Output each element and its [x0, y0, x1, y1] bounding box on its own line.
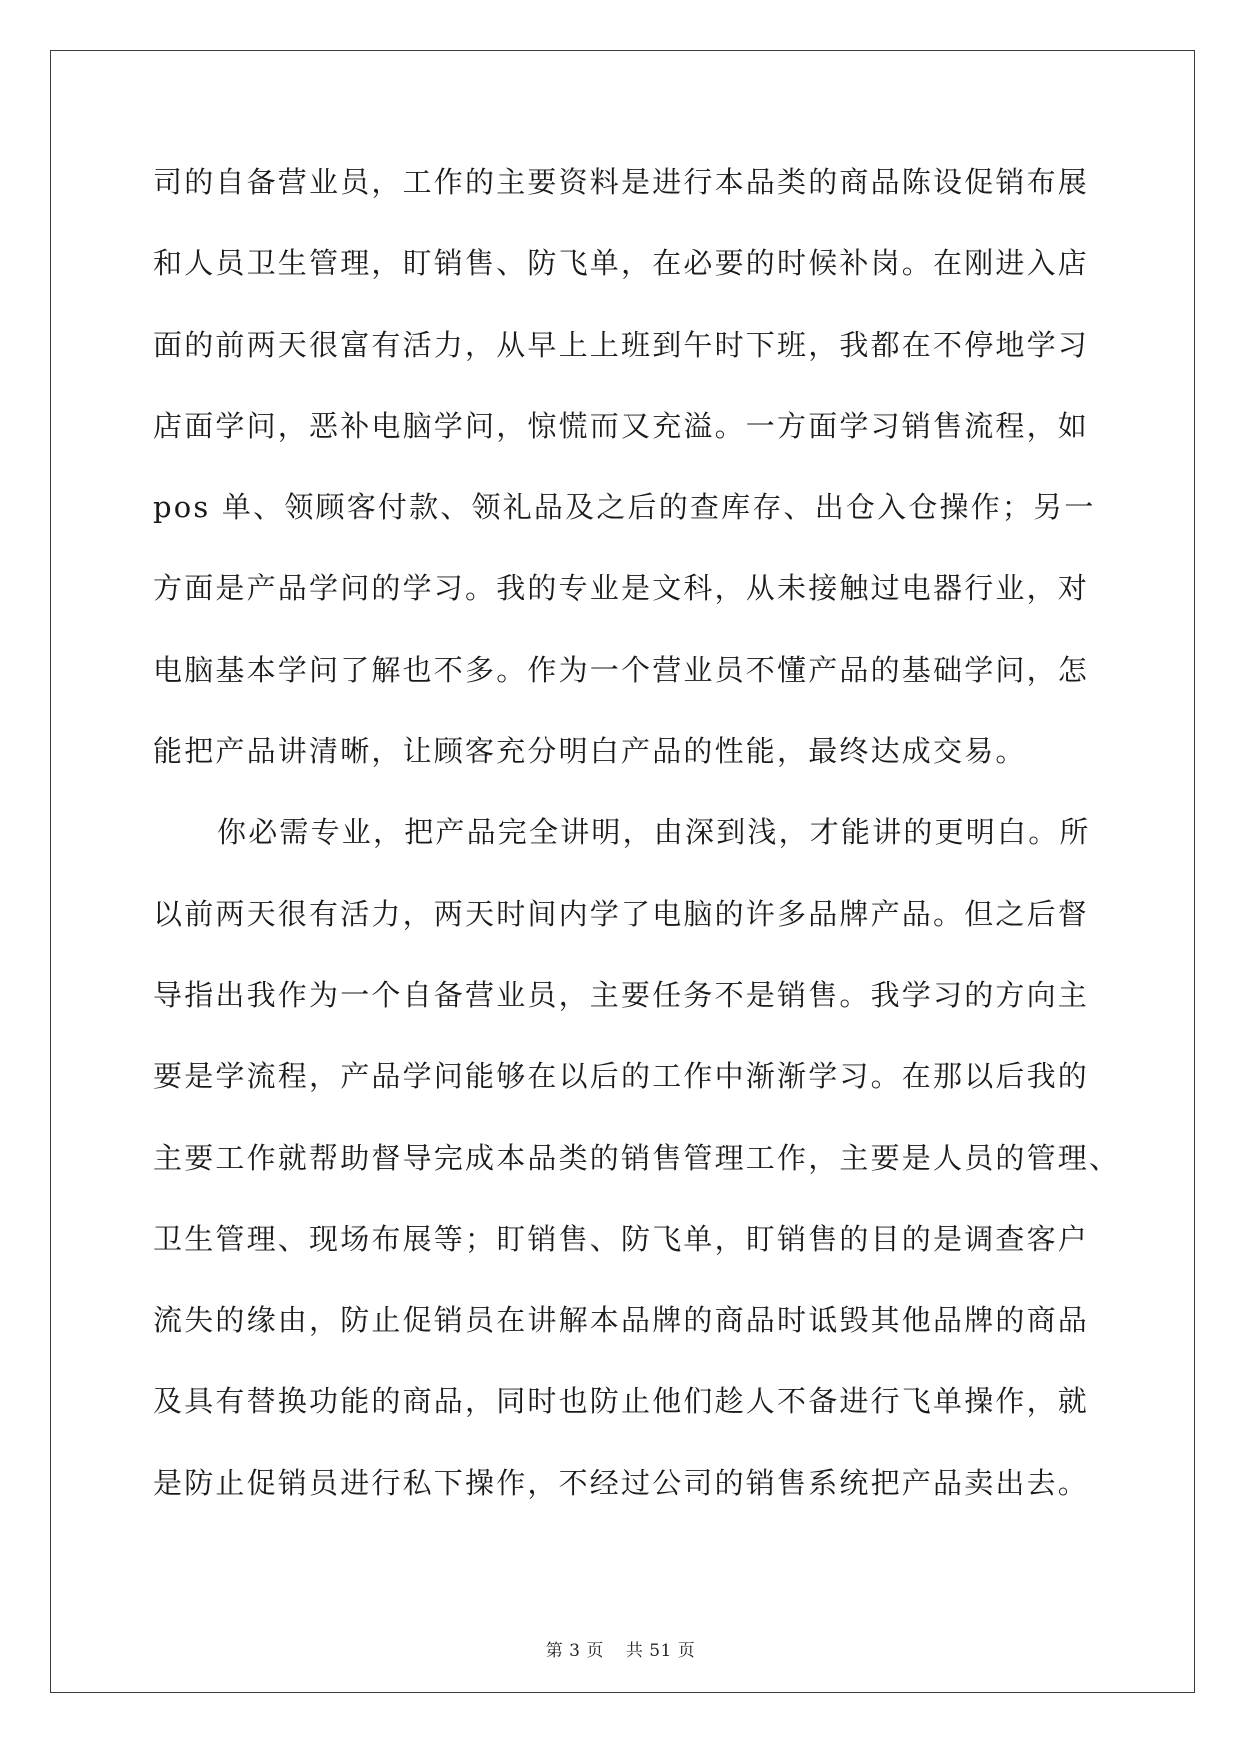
text-line: 能把产品讲清晰，让顾客充分明白产品的性能，最终达成交易。: [153, 734, 1027, 769]
paragraph-start-line: 你必需专业，把产品完全讲明，由深到浅，才能讲的更明白。所: [217, 815, 1091, 850]
text-line: 及具有替换功能的商品，同时也防止他们趁人不备进行飞单操作，就: [153, 1384, 1090, 1419]
text-line: 店面学问，恶补电脑学问，惊慌而又充溢。一方面学习销售流程，如: [153, 408, 1090, 443]
text-line: 司的自备营业员，工作的主要资料是进行本品类的商品陈设促销布展: [153, 165, 1090, 199]
text-line: 卫生管理、现场布展等；盯销售、防飞单，盯销售的目的是调查客户: [153, 1221, 1090, 1256]
text-line: 导指出我作为一个自备营业员，主要任务不是销售。我学习的方向主: [153, 977, 1090, 1012]
page-number: 第 3 页: [545, 1641, 604, 1661]
text-line: 和人员卫生管理，盯销售、防飞单，在必要的时候补岗。在刚进入店: [153, 246, 1090, 281]
page-total: 共 51 页: [625, 1641, 696, 1661]
text-line: pos 单、领顾客付款、领礼品及之后的查库存、出仓入仓操作；另一: [153, 490, 1096, 525]
text-line: 方面是产品学问的学习。我的专业是文科，从未接触过电器行业，对: [153, 571, 1090, 606]
text-line: 以前两天很有活力，两天时间内学了电脑的许多品牌产品。但之后督: [153, 896, 1090, 931]
text-line: 要是学流程，产品学问能够在以后的工作中渐渐学习。在那以后我的: [153, 1059, 1090, 1094]
text-line: 是防止促销员进行私下操作，不经过公司的销售系统把产品卖出去。: [153, 1465, 1090, 1500]
document-body: [153, 160, 1133, 1542]
text-line: 流失的缘由，防止促销员在讲解本品牌的商品时诋毁其他品牌的商品: [153, 1303, 1090, 1338]
text-line: 主要工作就帮助督导完成本品类的销售管理工作，主要是人员的管理、: [153, 1140, 1121, 1175]
page-footer: [0, 1636, 1241, 1661]
text-line: 电脑基本学问了解也不多。作为一个营业员不懂产品的基础学问，怎: [153, 652, 1090, 687]
text-line: 面的前两天很富有活力，从早上上班到午时下班，我都在不停地学习: [153, 327, 1090, 362]
